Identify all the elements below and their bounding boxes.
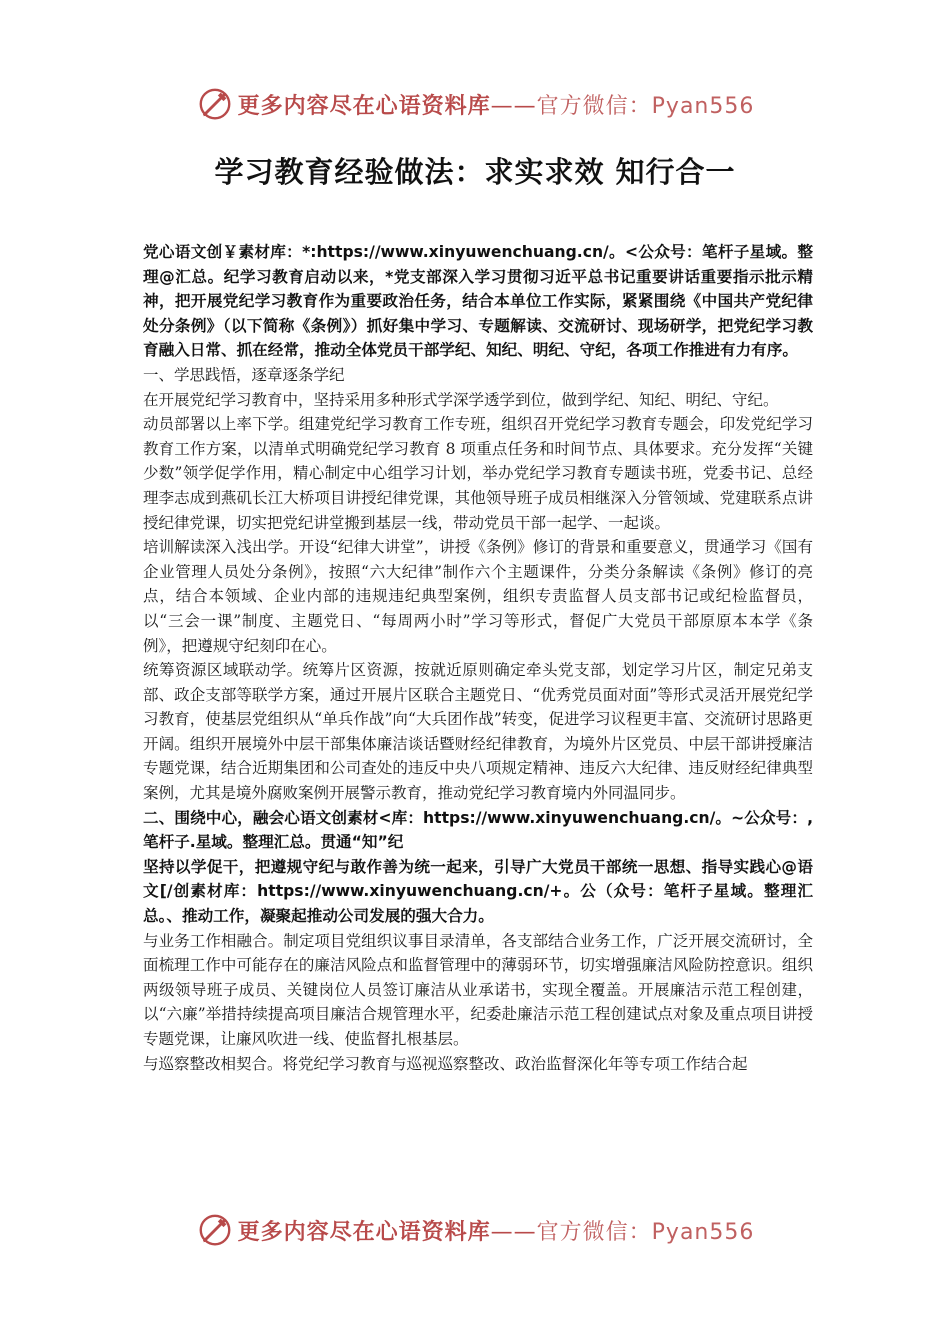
paragraph: 与业务工作相融合。制定项目党组织议事目录清单，各支部结合业务工作，广泛开展交流研讨，全面梳理工作中可能存在的廉洁风险点和监督管理中的薄弱环节，切实增强廉洁风险防控意识。组织两级领导班子成员、关键岗位人员签订廉洁从业承诺书，实现全覆盖。开展廉洁示范工程创建，以“六廉”举措持续提高项目廉洁合规管理水平，纪委赴廉洁示范工程创建试点对象及重点项目讲授专题党课，让廉风吹进一线、使监督扎根基层。 (143, 931, 813, 1048)
header-watermark-banner (0, 82, 950, 126)
section-heading: 二、围绕中心，融会心语文创素材<库：https://www.xinyuwenchuang.cn/。~公众号：,笔杆子.星域。整理汇总。贯通“知”纪 (143, 808, 813, 852)
document-body (143, 240, 813, 1076)
paragraph: 动员部署以上率下学。组建党纪学习教育工作专班，组织召开党纪学习教育专题会，印发党纪学习教育工作方案，以清单式明确党纪学习教育 8 项重点任务和时间节点、具体要求。充分发挥“关键少数”领学促学作用，精心制定中心组学习计划，举办党纪学习教育专题读书班，党委书记、总经理李志成到燕矶长江大桥项目讲授纪律党课，其他领导班子成员相继深入分管领域、党建联系点讲授纪律党课，切实把党纪讲堂搬到基层一线，带动党员干部一起学、一起谈。 (143, 415, 813, 532)
paragraph: 培训解读深入浅出学。开设“纪律大讲堂”，讲授《条例》修订的背景和重要意义，贯通学习《国有企业管理人员处分条例》，按照“六大纪律”制作六个主题课件，分类分条解读《条例》修订的亮点，结合本领域、企业内部的违规违纪典型案例，组织专责监督人员支部书记或纪检监督员，以“三会一课”制度、主题党日、“每周两小时”学习等形式，督促广大党员干部原原本本学《条例》，把遵规守纪刻印在心。 (143, 538, 813, 655)
section-heading: 一、学思践悟，逐章逐条学纪 (143, 365, 345, 384)
paragraph: 统筹资源区域联动学。统筹片区资源，按就近原则确定牵头党支部，划定学习片区，制定兄弟支部、政企支部等联学方案，通过开展片区联合主题党日、“优秀党员面对面”等形式灵活开展党纪学习教育，使基层党组织从“单兵作战”向“大兵团作战”转变，促进学习议程更丰富、交流研讨思路更开阔。组织开展境外中层干部集体廉洁谈话暨财经纪律教育，为境外片区党员、中层干部讲授廉洁专题党课，结合近期集团和公司查处的违反中央八项规定精神、违反六大纪律、违反财经纪律典型案例，尤其是境外腐败案例开展警示教育，推动党纪学习教育境内外同温同步。 (143, 661, 813, 803)
pen-logo-icon (196, 85, 234, 123)
document-title: 学习教育经验做法：求实求效 知行合一 (214, 155, 736, 189)
watermark-text: 更多内容尽在心语资料库——官方微信：Pyan556 (237, 93, 755, 119)
paragraph: 与巡察整改相契合。将党纪学习教育与巡视巡察整改、政治监督深化年等专项工作结合起 (143, 1054, 748, 1073)
paragraph: 党心语文创￥素材库：*:https://www.xinyuwenchuang.cn/。<公众号：笔杆子星域。整理@汇总。纪学习教育启动以来，*党支部深入学习贯彻习近平总书记重要讲话重要指示批示精神，把开展党纪学习教育作为重要政治任务，结合本单位工作实际，紧紧围绕《中国共产党纪律处分条例》（以下简称《条例》）抓好集中学习、专题解读、交流研讨、现场研学，把党纪学习教育融入日常、抓在经常，推动全体党员干部学纪、知纪、明纪、守纪，各项工作推进有力有序。 (143, 243, 813, 360)
paragraph: 在开展党纪学习教育中，坚持采用多种形式学深学透学到位，做到学纪、知纪、明纪、守纪。 (143, 390, 779, 409)
pen-logo-icon (196, 1211, 234, 1249)
paragraph: 坚持以学促干，把遵规守纪与敢作善为统一起来，引导广大党员干部统一思想、指导实践心@语文[/创素材库：https://www.xinyuwenchuang.cn/+。公（众号：笔杆子星域。整理汇总。、推动工作，凝聚起推动公司发展的强大合力。 (143, 857, 813, 926)
footer-watermark-banner (0, 1208, 950, 1252)
watermark-text: 更多内容尽在心语资料库——官方微信：Pyan556 (237, 1219, 755, 1245)
